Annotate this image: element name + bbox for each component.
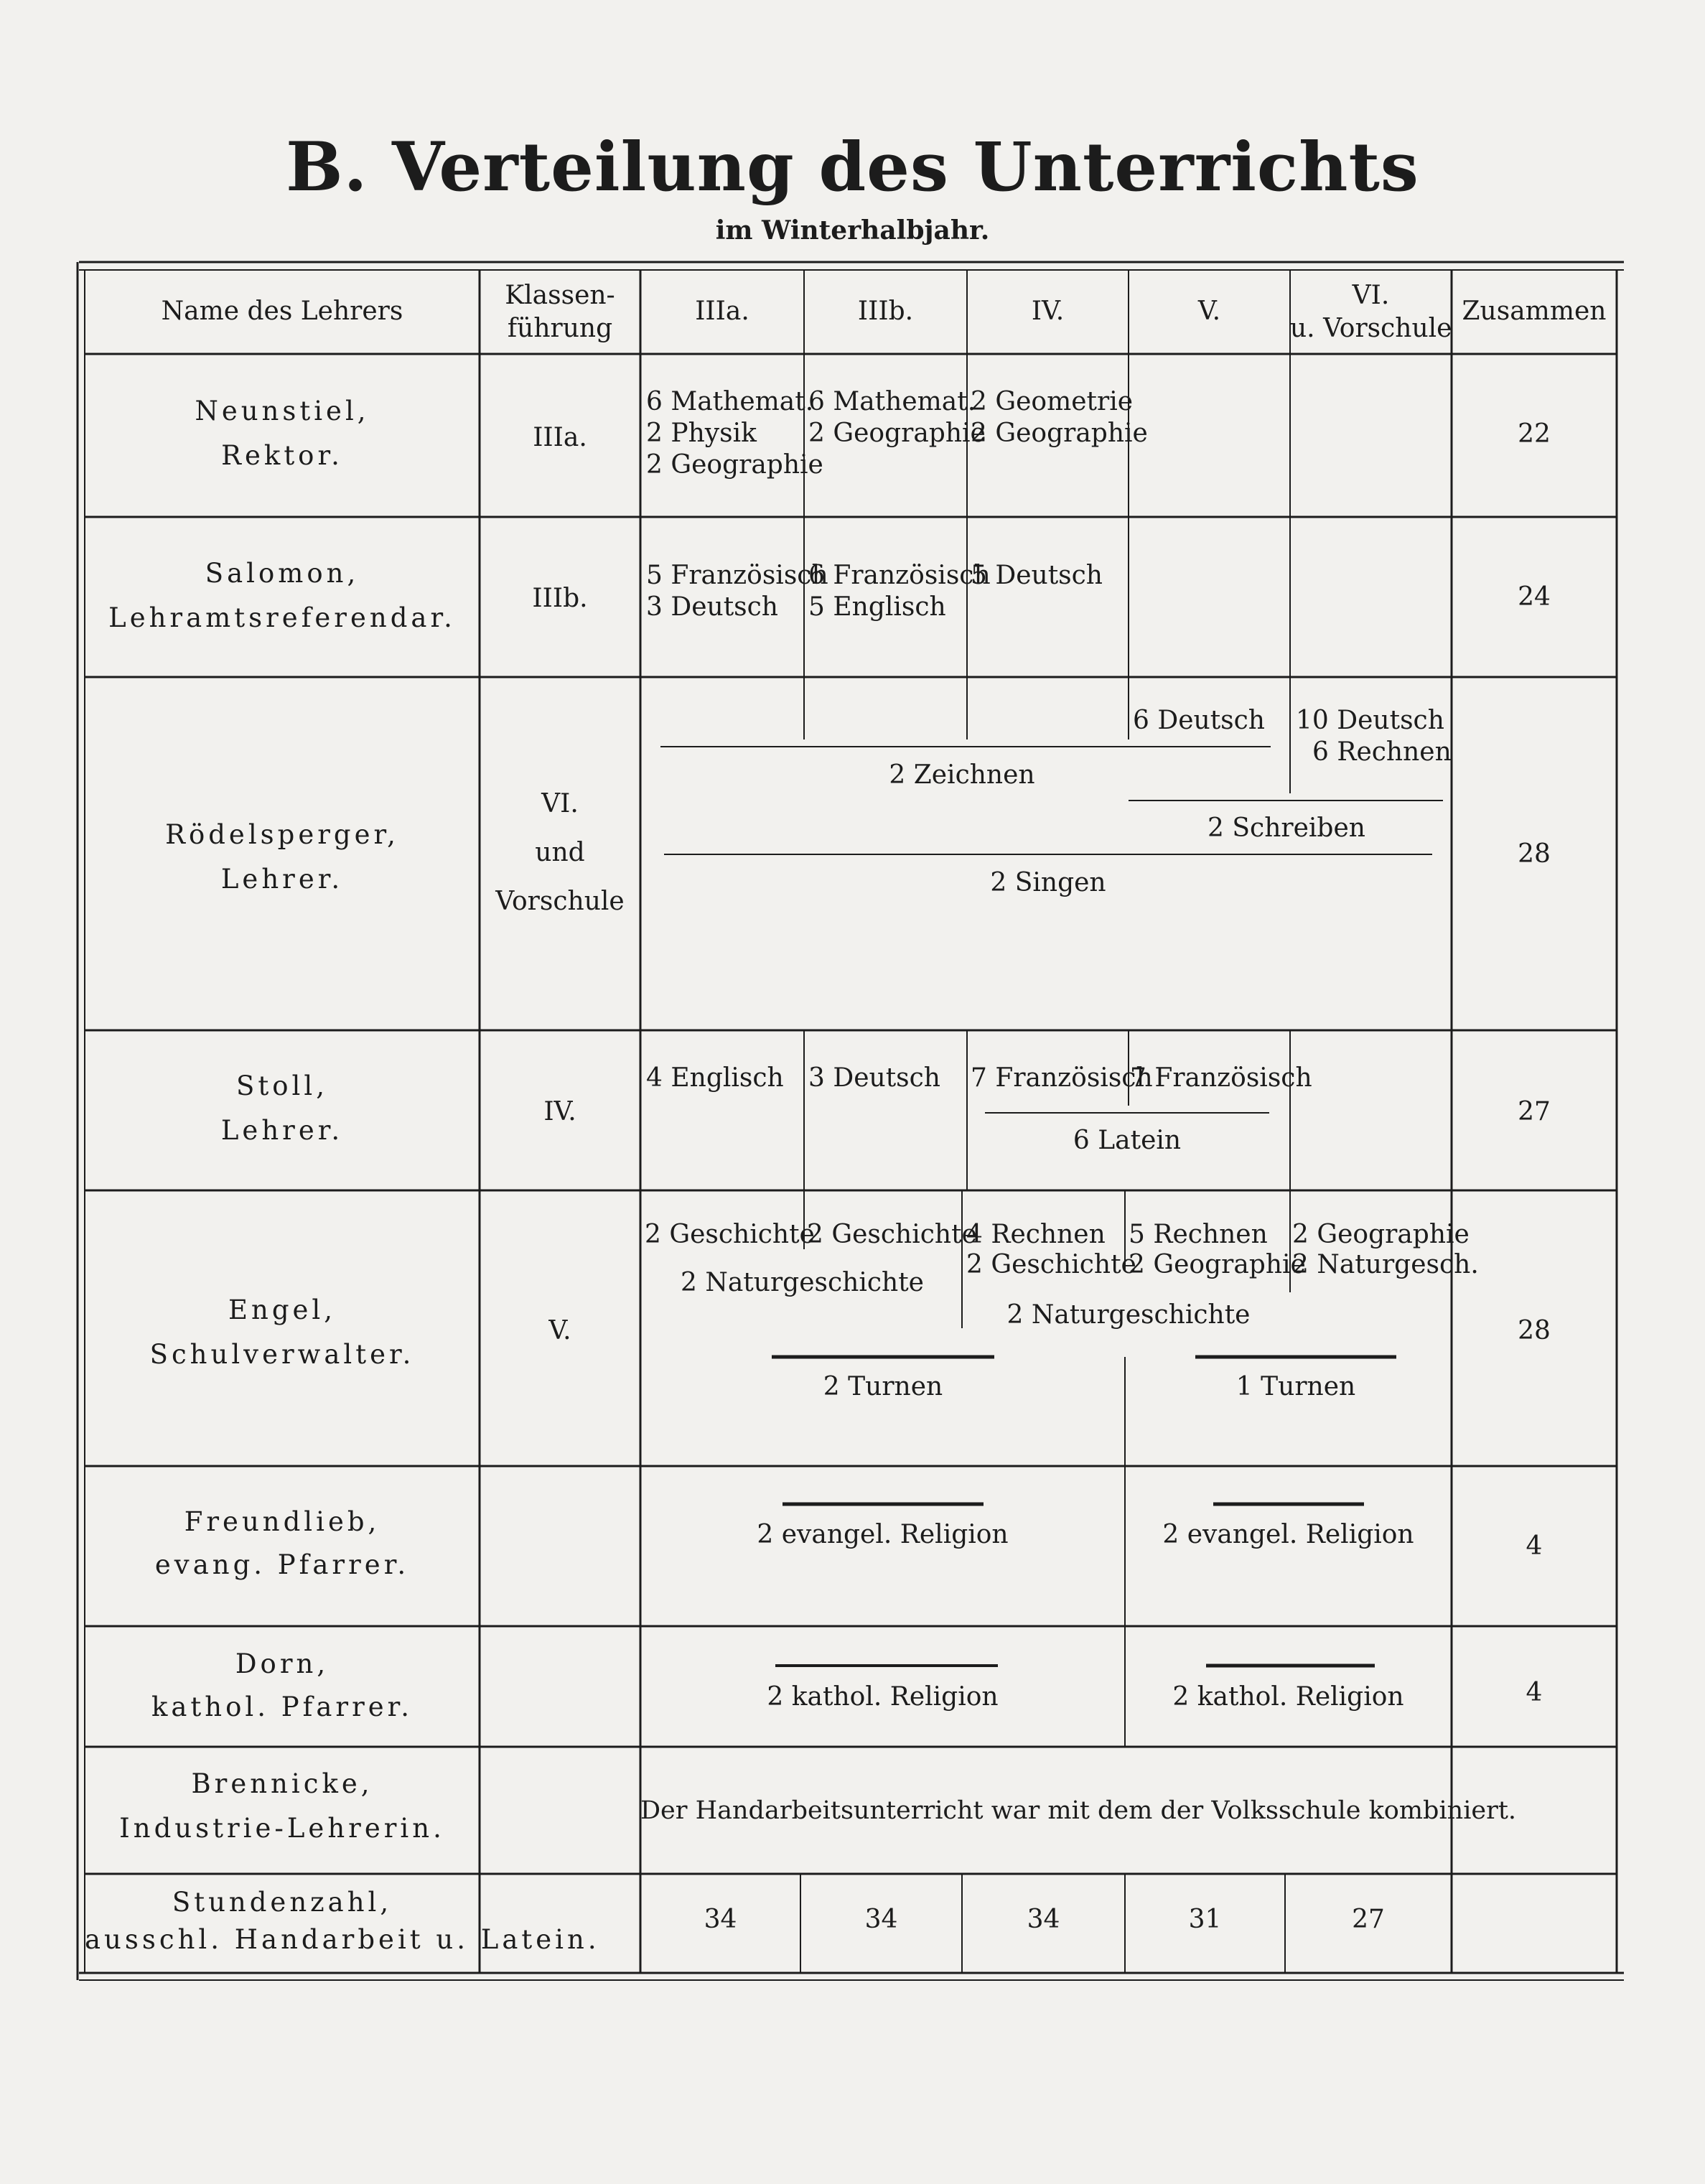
span-subject: 2 Zeichnen bbox=[889, 760, 1035, 790]
summary-cell: 34 bbox=[704, 1905, 737, 1934]
teacher-role: Schulverwalter. bbox=[149, 1339, 415, 1370]
subject-entry: 6 Mathemat. bbox=[808, 387, 976, 416]
note-cell: Der Handarbeitsunterricht war mit dem der Volksschule kombiniert. bbox=[640, 1796, 1517, 1825]
subject-entry: 5 Französisch bbox=[646, 561, 828, 590]
teacher-name: Freundlieb, bbox=[184, 1506, 380, 1537]
klassen-cell: und bbox=[535, 838, 585, 867]
header-name: Name des Lehrers bbox=[161, 297, 403, 326]
subject-entry: 6 Mathemat. bbox=[646, 387, 814, 416]
span-subject: 2 kathol. Religion bbox=[767, 1682, 999, 1712]
page-subtitle: im Winterhalbjahr. bbox=[715, 215, 990, 246]
subject-entry: 3 Deutsch bbox=[646, 592, 778, 622]
span-subject: 2 evangel. Religion bbox=[757, 1520, 1009, 1549]
teacher-role: Industrie-Lehrerin. bbox=[119, 1813, 445, 1844]
summary-cell: 34 bbox=[1027, 1905, 1060, 1934]
teacher-name: Rödelsperger, bbox=[165, 819, 399, 850]
subject-entry: 2 Geographie bbox=[1129, 1250, 1306, 1279]
subject-entry: 2 Geographie bbox=[646, 450, 823, 480]
subject-entry: 4 Rechnen bbox=[966, 1220, 1106, 1249]
total-cell: 28 bbox=[1518, 839, 1551, 869]
klassen-cell: IV. bbox=[543, 1097, 576, 1126]
subject-entry: 6 Deutsch bbox=[1133, 706, 1265, 735]
teacher-role: Lehrer. bbox=[220, 864, 344, 895]
header-col-V: V. bbox=[1197, 297, 1221, 326]
teacher-name: Salomon, bbox=[205, 558, 360, 589]
teacher-name: Dorn, bbox=[235, 1648, 330, 1679]
header-klassen-1: Klassen- bbox=[505, 281, 615, 310]
total-cell: 4 bbox=[1526, 1678, 1543, 1707]
summary-cell: 31 bbox=[1188, 1905, 1222, 1934]
span-subject: 1 Turnen bbox=[1235, 1372, 1356, 1401]
header-col-IIIb: IIIb. bbox=[857, 297, 914, 326]
subject-entry: 7 Französisch bbox=[1130, 1063, 1312, 1093]
teacher-role: Lehrer. bbox=[220, 1115, 344, 1146]
teacher-role: Rektor. bbox=[221, 440, 343, 471]
teacher-name: Brennicke, bbox=[191, 1768, 373, 1799]
summary-cell: 34 bbox=[864, 1905, 898, 1934]
subject-entry: 6 Rechnen bbox=[1312, 737, 1452, 767]
subject-entry: 2 Naturgesch. bbox=[1292, 1250, 1479, 1279]
teacher-name: Stoll, bbox=[236, 1070, 328, 1101]
subject-entry: 5 Englisch bbox=[808, 592, 946, 622]
subject-entry: 10 Deutsch bbox=[1296, 706, 1444, 735]
total-cell: 24 bbox=[1518, 582, 1551, 612]
summary-label: Stundenzahl, bbox=[172, 1887, 393, 1918]
subject-entry: 2 Geographie bbox=[808, 419, 986, 448]
header-col-VI-2: u. Vorschule bbox=[1290, 314, 1452, 343]
span-subject: 2 Naturgeschichte bbox=[1006, 1300, 1251, 1330]
total-cell: 28 bbox=[1518, 1316, 1551, 1345]
span-subject: 2 Naturgeschichte bbox=[681, 1268, 924, 1297]
header-col-VI-1: VI. bbox=[1352, 281, 1390, 310]
total-cell: 22 bbox=[1518, 419, 1551, 449]
klassen-cell: IIIb. bbox=[532, 584, 588, 613]
subject-entry: 2 Geographie bbox=[1292, 1220, 1470, 1249]
subject-entry: 7 Französisch bbox=[971, 1063, 1153, 1093]
span-subject: 2 kathol. Religion bbox=[1172, 1682, 1404, 1712]
span-subject: 2 Singen bbox=[990, 868, 1106, 897]
header-total: Zusammen bbox=[1462, 297, 1607, 326]
teacher-name: Neunstiel, bbox=[195, 396, 370, 426]
summary-label: ausschl. Handarbeit u. Latein. bbox=[85, 1924, 600, 1955]
teacher-role: kathol. Pfarrer. bbox=[151, 1691, 414, 1722]
span-subject: 2 Turnen bbox=[823, 1372, 943, 1401]
subject-entry: 2 Geschichte bbox=[807, 1220, 977, 1249]
subject-entry: 6 Französisch bbox=[808, 561, 991, 590]
total-cell: 27 bbox=[1518, 1097, 1551, 1126]
summary-cell: 27 bbox=[1352, 1905, 1385, 1934]
teacher-name: Engel, bbox=[228, 1294, 336, 1325]
subject-entry: 2 Geschichte bbox=[645, 1220, 815, 1249]
header-klassen-2: führung bbox=[507, 314, 613, 343]
header-col-IV: IV. bbox=[1031, 297, 1065, 326]
subject-entry: 4 Englisch bbox=[646, 1063, 784, 1093]
subject-entry: 2 Physik bbox=[646, 419, 757, 448]
teacher-role: evang. Pfarrer. bbox=[154, 1549, 410, 1580]
klassen-cell: IIIa. bbox=[533, 423, 587, 452]
klassen-cell: V. bbox=[548, 1316, 571, 1345]
subject-entry: 2 Geschichte bbox=[966, 1250, 1136, 1279]
subject-entry: 2 Geographie bbox=[971, 419, 1148, 448]
teacher-role: Lehramtsreferendar. bbox=[108, 602, 456, 633]
total-cell: 4 bbox=[1526, 1531, 1543, 1561]
klassen-cell: VI. bbox=[541, 789, 579, 818]
page-title: B. Verteilung des Unterrichts bbox=[286, 128, 1419, 207]
subject-entry: 5 Rechnen bbox=[1129, 1220, 1268, 1249]
span-subject: 2 evangel. Religion bbox=[1162, 1520, 1414, 1549]
subject-entry: 5 Deutsch bbox=[971, 561, 1103, 590]
subject-entry: 2 Geometrie bbox=[971, 387, 1134, 416]
span-subject: 6 Latein bbox=[1073, 1126, 1182, 1155]
span-subject: 2 Schreiben bbox=[1207, 813, 1365, 843]
subject-entry: 3 Deutsch bbox=[808, 1063, 940, 1093]
klassen-cell: Vorschule bbox=[495, 887, 625, 916]
header-col-IIIa: IIIa. bbox=[695, 297, 749, 326]
